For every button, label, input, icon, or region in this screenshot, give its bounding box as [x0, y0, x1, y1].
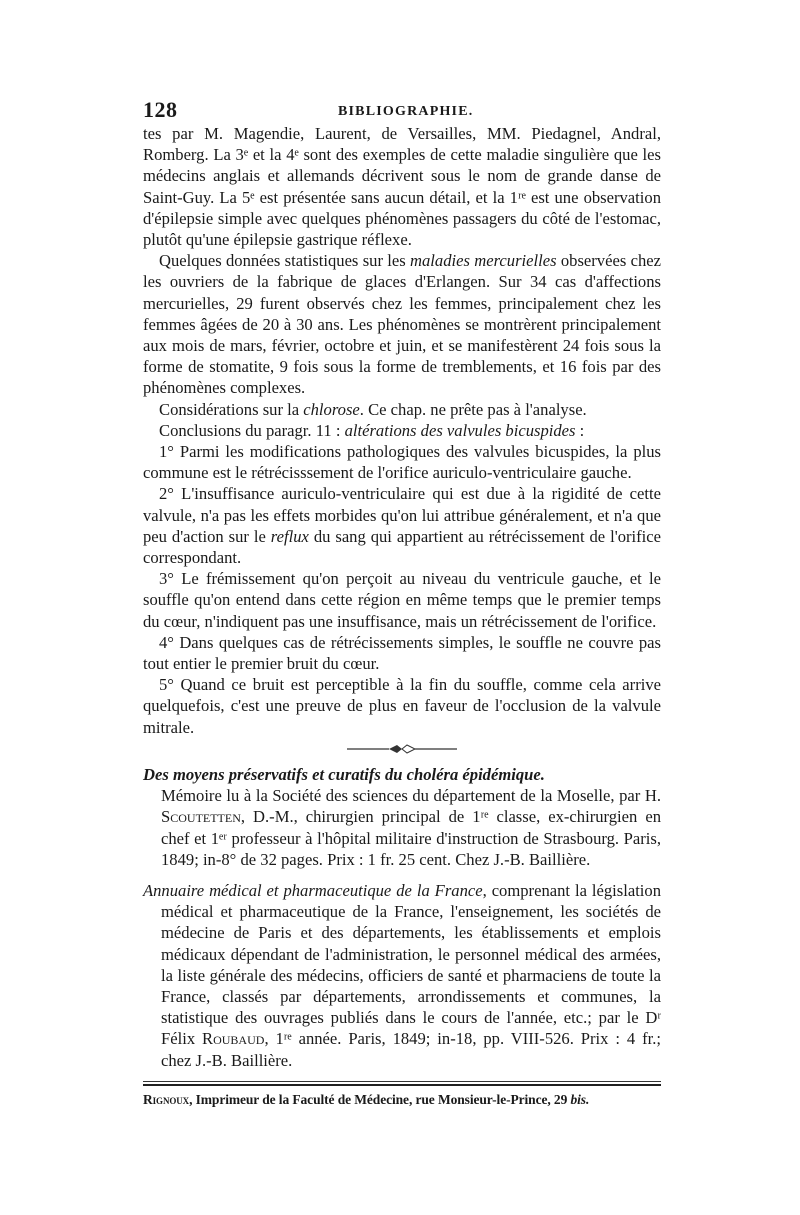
author-name: Roubaud	[202, 1029, 265, 1049]
text-run: Quelques données statistiques sur les	[159, 251, 411, 271]
text-run: Mémoire lu à la Société des sciences du département de la Moselle, par H.	[161, 786, 661, 806]
emphasis-text: reflux	[270, 526, 309, 546]
bibliography-entry-cholera	[143, 764, 661, 870]
conclusion-item-4: 4° Dans quelques cas de rétrécissements simples, le souffle ne couvre pas tout entier le premier bruit du cœur.	[143, 632, 661, 674]
spacer	[143, 870, 661, 878]
conclusion-item-5: 5° Quand ce bruit est perceptible à la fin du souffle, comme cela arrive quelquefois, c'est une preuve de plus en faveur de l'occlusion de la valvule mitrale.	[143, 675, 661, 737]
entry-title	[143, 764, 661, 785]
paragraph-conclusions	[143, 420, 661, 441]
page-number: 128	[143, 97, 178, 122]
author-name: Scoutetten	[161, 807, 241, 827]
paragraph-mercurial	[143, 250, 661, 398]
text-run: , comprenant la législation médical et pharmaceutique de la France, l'enseignement, les sociétés de médecine de Paris et des départements, les établissements et emplois médicaux dépendant de l'administration, le personnel médical des armées, la liste générale des médecins, officiers de santé et pharmaciens de toute la France, classés par départements, arrondissements et communes, la statistique des ouvrages publiés dans le cours de l'année, etc.; par le Dʳ Félix	[161, 880, 662, 1049]
printer-name: Rignoux	[143, 1091, 190, 1107]
conclusion-item-1: 1° Parmi les modifications pathologiques des valvules bicuspides, la plus commune est le rétrécisssement de l'orifice auriculo-ventriculaire gauche.	[143, 442, 661, 483]
emphasis-text: chlorose	[303, 399, 360, 419]
running-head	[143, 97, 661, 123]
text-run: , 1ʳᵉ année. Paris, 1849; in-18, pp. VIII-526. Prix : 4 fr.; chez J.-B. Baillière.	[161, 1029, 661, 1070]
conclusion-item-2	[143, 483, 661, 568]
footer-rule-thick	[143, 1084, 661, 1086]
running-title: BIBLIOGRAPHIE.	[338, 104, 474, 119]
ornament-rule-icon	[347, 744, 457, 754]
text-run: observées chez les ouvriers de la fabrique de glaces d'Erlangen. Sur 34 cas d'affections mercurielles, 29 furent observés chez les femmes, principalement chez les femmes âgées de 20 à 30 ans. Les phénomènes se montrèrent principalement aux mois de mars, février, octobre et juin, et se manifestèrent 24 fois sous la forme de stomatite, 9 fois sous la forme de tremblements, et 16 fois par des phénomènes complexes.	[143, 251, 661, 398]
emphasis-text: altérations des valvules bicuspides	[344, 420, 576, 440]
text-run: , D.-M., chirurgien principal de 1ʳᵉ classe, ex-chirurgien en chef et 1ᵉʳ professeur à l'hôpital militaire d'instruction de Strasbourg. Paris, 1849; in-8° de 32 pages. Prix : 1 fr. 25 cent. Chez J.-B. Baillière.	[161, 807, 661, 869]
text-run: :	[575, 420, 585, 440]
paragraph-continuation: tes par M. Magendie, Laurent, de Versailles, MM. Piedagnel, Andral, Romberg. La 3ᵉ et la 4ᵉ sont des exemples de cette maladie singulière que les médecins anglais et allemands décrivent sous le nom de grande danse de Saint-Guy. La 5ᵉ est présentée sans aucun détail, et la 1ʳᵉ est une observation d'épilepsie simple avec quelques phénomènes passagers du côté de l'estomac, plutôt qu'une épilepsie gastrique réflexe.	[143, 124, 661, 250]
text-run: 2° L'insuffisance auriculo-ventriculaire qui est due à la rigidité de cette valvule, n'a pas les effets morbides qu'on lui attribue généralement, et n'a que peu d'action sur le	[143, 484, 661, 546]
book-page	[143, 97, 661, 1108]
entry-title-text: Annuaire médical et pharmaceutique de la France	[143, 880, 483, 900]
emphasis-text: bis.	[570, 1091, 590, 1107]
text-run: Considérations sur la	[159, 399, 304, 419]
text-run: du sang qui appartient au rétrécissement de l'orifice correspondant.	[143, 526, 661, 568]
text-run: Conclusions du paragr. 11 :	[159, 420, 345, 440]
paragraph-chlorose	[143, 399, 661, 420]
ornament-divider	[143, 744, 661, 756]
entry-title-text: Des moyens préservatifs et curatifs du choléra épidémique.	[143, 764, 545, 784]
conclusion-item-3: 3° Le frémissement qu'on perçoit au niveau du ventricule gauche, et le souffle qu'on entend dans cette région en même temps que le premier temps du cœur, n'indiquent pas une insuffisance, mais un rétrécissement de l'orifice.	[143, 569, 661, 631]
text-run: . Ce chap. ne prête pas à l'analyse.	[359, 399, 587, 419]
bibliography-entry-annuaire	[143, 880, 661, 1071]
emphasis-text: maladies mercurielles	[410, 251, 557, 271]
footer-rule	[143, 1081, 661, 1082]
text-run: , Imprimeur de la Faculté de Médecine, rue Monsieur-le-Prince, 29	[189, 1091, 571, 1107]
printer-imprint	[143, 1092, 661, 1108]
entry-description	[143, 785, 661, 870]
entry-description	[143, 880, 661, 1071]
